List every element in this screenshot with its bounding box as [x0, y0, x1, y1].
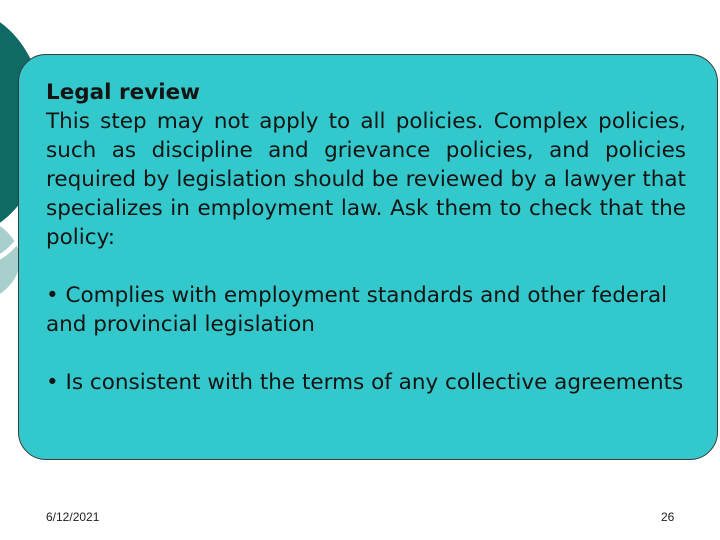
slide-text [46, 78, 686, 397]
footer-date: 6/12/2021 [46, 510, 100, 524]
slide-heading: Legal review [46, 80, 201, 105]
slide-paragraph: This step may not apply to all policies. Complex policies, such as discipline and grievance policies, and policies required by legislation should be reviewed by a lawyer that specializes in employment law. Ask them to check that the policy: [46, 109, 686, 250]
bullet-item: • Is consistent with the terms of any collective agreements [46, 370, 684, 395]
bullet-item: • Complies with employment standards and other federal and provincial legislation [46, 283, 668, 337]
slide-number: 26 [661, 510, 675, 524]
